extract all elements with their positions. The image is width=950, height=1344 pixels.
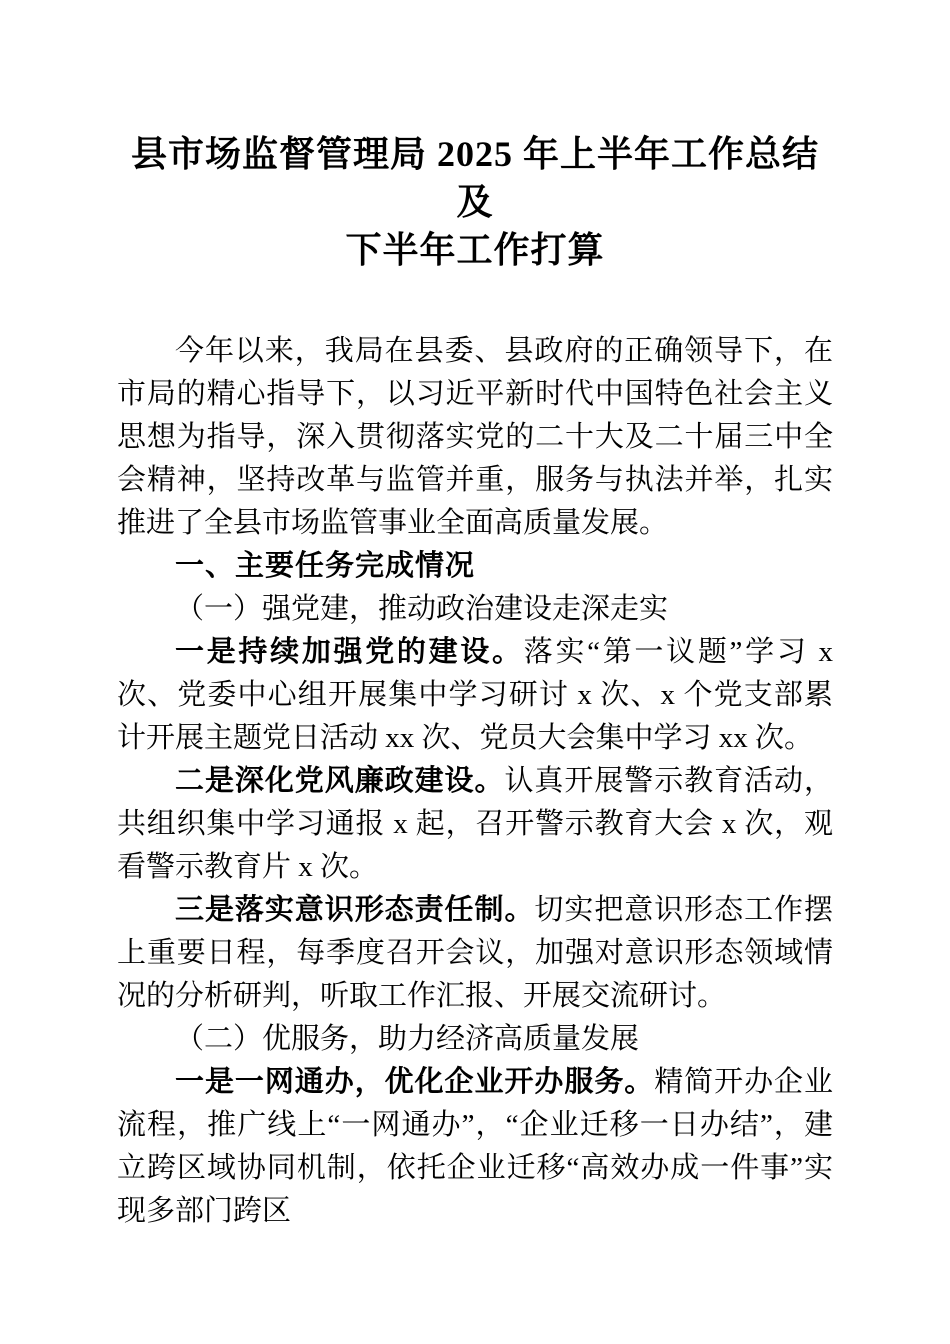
paragraph-party-building-1: [117, 631, 833, 760]
document-title-line-2: 下半年工作打算: [345, 230, 605, 270]
paragraph-lead: 三是落实意识形态责任制。: [175, 894, 535, 926]
paragraph-service-1: [117, 1061, 833, 1233]
paragraph-lead: 一是一网通办，优化企业开办服务。: [175, 1066, 655, 1098]
paragraph-lead: 一是持续加强党的建设。: [175, 636, 524, 668]
paragraph-text: 切实把意识形态工作摆上重要日程，每季度召开会议，加强对意识形态领域情况的分析研判，听取工作汇报、开展交流研讨。: [117, 894, 833, 1012]
document-title-line-1: 县市场监督管理局 2025 年上半年工作总结及: [130, 134, 819, 222]
paragraph-text: 精简开办企业流程，推广线上“一网通办”，“企业迁移一日办结”，建立跨区域协同机制，依托企业迁移“高效办成一件事”实现多部门跨区: [117, 1066, 833, 1227]
document-title: [117, 130, 833, 274]
paragraph-intro: 今年以来，我局在县委、县政府的正确领导下，在市局的精心指导下，以习近平新时代中国特色社会主义思想为指导，深入贯彻落实党的二十大及二十届三中全会精神，坚持改革与监管并重，服务与执法并举，扎实推进了全县市场监管事业全面高质量发展。: [117, 335, 833, 539]
subsection-heading-service-optimization: （二）优服务，助力经济高质量发展: [175, 1023, 640, 1055]
section-heading-main-tasks: 一、主要任务完成情况: [175, 550, 476, 582]
paragraph-lead: 二是深化党风廉政建设。: [175, 765, 505, 797]
subsection-heading-party-building: （一）强党建，推动政治建设走深走实: [175, 593, 669, 625]
paragraph-text: 认真开展警示教育活动，共组织集中学习通报 x 起，召开警示教育大会 x 次，观看警示教育片 x 次。: [117, 765, 833, 883]
paragraph-text: 落实“第一议题”学习 x 次、党委中心组开展集中学习研讨 x 次、x 个党支部累计开展主题党日活动 xx 次、党员大会集中学习 xx 次。: [117, 636, 833, 754]
paragraph-party-building-2: [117, 760, 833, 889]
paragraph-party-building-3: [117, 889, 833, 1018]
